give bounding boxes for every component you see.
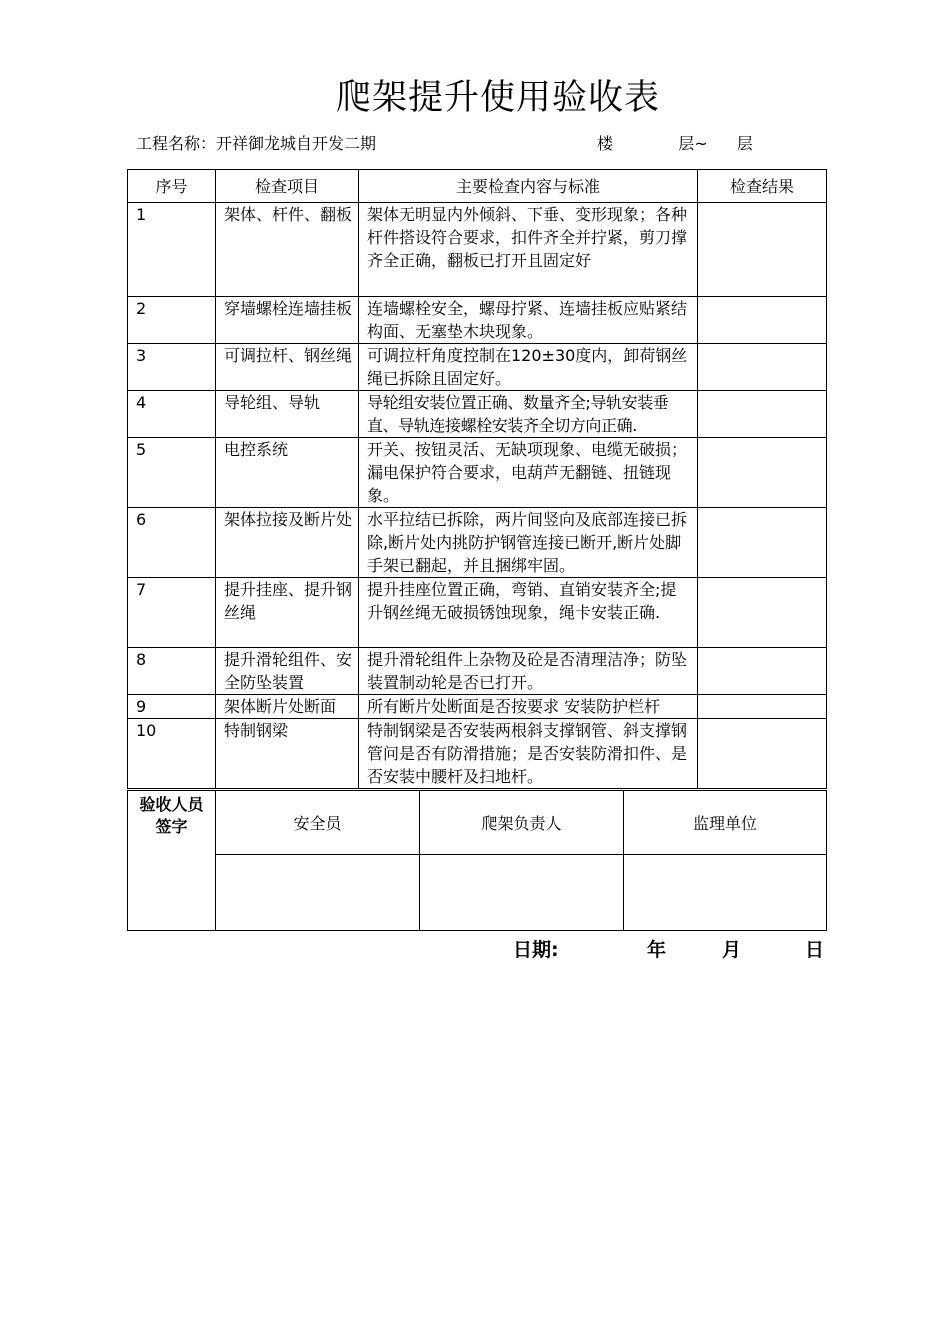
row-result[interactable] <box>698 344 827 391</box>
row-result[interactable] <box>698 508 827 578</box>
row-item: 提升滑轮组件、安全防坠装置 <box>216 648 359 695</box>
row-result[interactable] <box>698 203 827 297</box>
floor-building-label: 楼 <box>597 134 614 153</box>
header-content: 主要检查内容与标准 <box>359 170 698 203</box>
table-row <box>128 508 827 578</box>
signature-field-safety-officer[interactable] <box>216 855 420 931</box>
role-safety-officer: 安全员 <box>216 791 420 855</box>
row-item: 架体拉接及断片处 <box>216 508 359 578</box>
date-month: 月 <box>722 939 742 961</box>
date-day: 日 <box>805 939 825 961</box>
table-row <box>128 719 827 789</box>
date-label: 日期: <box>513 939 559 961</box>
row-result[interactable] <box>698 648 827 695</box>
signature-field-supervisor[interactable] <box>624 855 827 931</box>
row-item: 特制钢梁 <box>216 719 359 789</box>
role-scaffold-manager: 爬架负责人 <box>420 791 624 855</box>
row-no: 10 <box>128 719 216 789</box>
row-content: 提升挂座位置正确，弯销、直销安装齐全;提升钢丝绳无破损锈蚀现象，绳卡安装正确. <box>359 578 698 648</box>
table-row <box>128 648 827 695</box>
row-result[interactable] <box>698 297 827 344</box>
header-no: 序号 <box>128 170 216 203</box>
table-row <box>128 695 827 719</box>
row-result[interactable] <box>698 578 827 648</box>
row-content: 提升滑轮组件上杂物及砼是否清理洁净；防坠装置制动轮是否已打开。 <box>359 648 698 695</box>
row-result[interactable] <box>698 695 827 719</box>
row-no: 4 <box>128 391 216 438</box>
row-item: 导轮组、导轨 <box>216 391 359 438</box>
row-content: 特制钢梁是否安装两根斜支撑钢管、斜支撑钢管问是否有防滑措施；是否安装防滑扣件、是否安装中腰杆及扫地杆。 <box>359 719 698 789</box>
table-row <box>128 438 827 508</box>
table-row <box>128 297 827 344</box>
row-content: 导轮组安装位置正确、数量齐全;导轨安装垂直、导轨连接螺栓安装齐全切方向正确. <box>359 391 698 438</box>
row-no: 8 <box>128 648 216 695</box>
page-title: 爬架提升使用验收表 <box>335 78 660 118</box>
signature-table <box>127 790 827 931</box>
row-content: 水平拉结已拆除，两片间竖向及底部连接已拆除,断片处内挑防护钢管连接已断开,断片处脚手架已翻起，并且捆绑牢固。 <box>359 508 698 578</box>
floor-range <box>597 131 753 154</box>
row-no: 5 <box>128 438 216 508</box>
row-item: 电控系统 <box>216 438 359 508</box>
signature-label: 验收人员签字 <box>128 791 216 931</box>
row-no: 2 <box>128 297 216 344</box>
floor-to-label: 层 <box>736 134 753 153</box>
role-supervisor: 监理单位 <box>624 791 827 855</box>
row-item: 架体断片处断面 <box>216 695 359 719</box>
table-row <box>128 344 827 391</box>
row-content: 开关、按钮灵活、无缺项现象、电缆无破损；漏电保护符合要求，电葫芦无翻链、扭链现象。 <box>359 438 698 508</box>
row-result[interactable] <box>698 391 827 438</box>
inspection-table <box>127 169 827 789</box>
row-content: 可调拉杆角度控制在120±30度内，卸荷钢丝绳已拆除且固定好。 <box>359 344 698 391</box>
table-row <box>128 578 827 648</box>
header-result: 检查结果 <box>698 170 827 203</box>
row-no: 3 <box>128 344 216 391</box>
header-item: 检查项目 <box>216 170 359 203</box>
row-no: 1 <box>128 203 216 297</box>
row-item: 架体、杆件、翻板 <box>216 203 359 297</box>
row-no: 6 <box>128 508 216 578</box>
table-header-row <box>128 170 827 203</box>
project-name: 工程名称：开祥御龙城自开发二期 <box>136 134 377 153</box>
row-result[interactable] <box>698 719 827 789</box>
signature-field-scaffold-manager[interactable] <box>420 855 624 931</box>
date-year: 年 <box>647 939 667 961</box>
table-row <box>128 391 827 438</box>
row-result[interactable] <box>698 438 827 508</box>
row-content: 连墙螺栓安全，螺母拧紧、连墙挂板应贴紧结构面、无塞垫木块现象。 <box>359 297 698 344</box>
row-item: 穿墙螺栓连墙挂板 <box>216 297 359 344</box>
table-row <box>128 203 827 297</box>
row-no: 9 <box>128 695 216 719</box>
row-item: 提升挂座、提升钢丝绳 <box>216 578 359 648</box>
row-item: 可调拉杆、钢丝绳 <box>216 344 359 391</box>
row-content: 所有断片处断面是否按要求 安装防护栏杆 <box>359 695 698 719</box>
floor-from-label: 层~ <box>678 134 708 153</box>
row-content: 架体无明显内外倾斜、下垂、变形现象；各种杆件搭设符合要求，扣件齐全并拧紧，剪刀撑齐全正确，翻板已打开且固定好 <box>359 203 698 297</box>
row-no: 7 <box>128 578 216 648</box>
